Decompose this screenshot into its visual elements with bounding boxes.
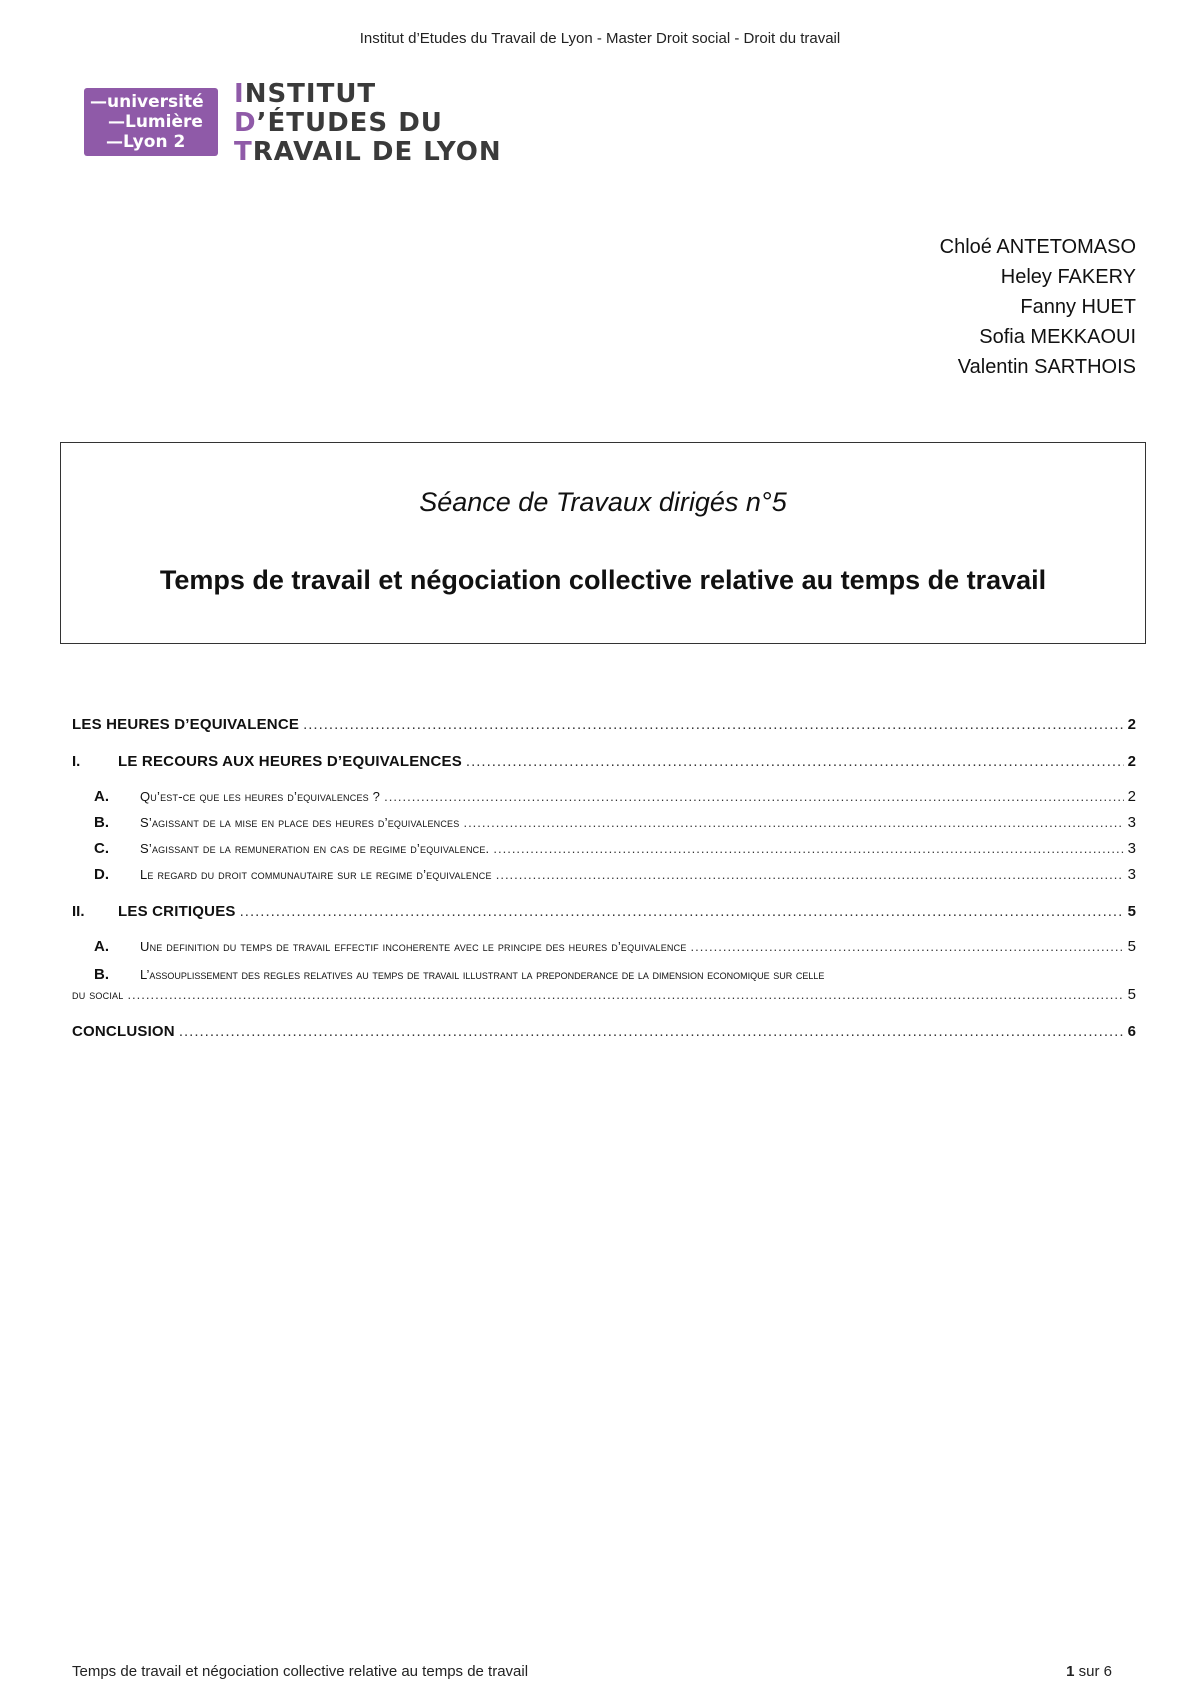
- toc-entry-part2-a[interactable]: [72, 938, 1136, 955]
- toc-page-number: 5: [1127, 986, 1136, 1003]
- toc-leader-dots: [240, 903, 1124, 920]
- toc-entry-label: du social: [72, 987, 124, 1002]
- toc-page-number: 3: [1127, 840, 1136, 857]
- toc-entry-part1-c[interactable]: [72, 840, 1136, 857]
- toc-page-number: 2: [1127, 753, 1136, 770]
- toc-entry-label: Qu’est-ce que les heures d’equivalences ?: [140, 789, 381, 804]
- toc-page-number: 2: [1127, 788, 1136, 805]
- toc-entry-number: A.: [94, 788, 109, 805]
- running-header: Institut d’Etudes du Travail de Lyon - Master Droit social - Droit du travail: [359, 30, 841, 47]
- toc-leader-dots: [691, 939, 1124, 954]
- total-pages-text: sur 6: [1074, 1663, 1112, 1680]
- author-name: Chloé ANTETOMASO: [939, 236, 1136, 258]
- logo-badge-line: —Lyon 2: [106, 132, 186, 152]
- toc-entry-part1-d[interactable]: [72, 866, 1136, 883]
- toc-entry-number: A.: [94, 938, 109, 955]
- toc-page-number: 5: [1127, 938, 1136, 955]
- toc-entry-label: LE RECOURS AUX HEURES D’EQUIVALENCES: [118, 753, 462, 770]
- toc-entry-number: B.: [94, 966, 109, 983]
- toc-page-number: 5: [1127, 903, 1136, 920]
- toc-leader-dots: [493, 841, 1123, 856]
- toc-entry-label: LES CRITIQUES: [118, 903, 236, 920]
- toc-page-number: 3: [1127, 866, 1136, 883]
- logo-text-line: TRAVAIL DE LYON: [234, 137, 502, 167]
- toc-page-number: 6: [1127, 1023, 1136, 1040]
- toc-entry-conclusion[interactable]: [72, 1023, 1136, 1040]
- toc-leader-dots: [303, 716, 1124, 733]
- toc-entry-part2-b-continued[interactable]: [72, 986, 1136, 1003]
- toc-entry-number: D.: [94, 866, 109, 883]
- session-title: Séance de Travaux dirigés n°5: [419, 487, 787, 517]
- toc-entry-label: S’agissant de la remuneration en cas de regime d’equivalence.: [140, 841, 490, 856]
- toc-entry-intro[interactable]: [72, 716, 1136, 733]
- toc-entry-label: Le regard du droit communautaire sur le regime d’equivalence: [140, 867, 492, 882]
- toc-page-number: 3: [1127, 814, 1136, 831]
- author-name: Valentin SARTHOIS: [957, 356, 1136, 378]
- toc-entry-part1[interactable]: [72, 753, 1136, 770]
- toc-entry-label: CONCLUSION: [72, 1023, 175, 1040]
- author-name: Heley FAKERY: [1000, 266, 1136, 288]
- toc-page-number: 2: [1127, 716, 1136, 733]
- toc-entry-part1-a[interactable]: [72, 788, 1136, 805]
- toc-entry-number: I.: [72, 753, 81, 770]
- toc-entry-label: L’assouplissement des regles relatives au temps de travail illustrant la preponderance de la dimension economique sur celle: [140, 967, 825, 982]
- toc-entry-number: C.: [94, 840, 109, 857]
- toc-leader-dots: [463, 815, 1123, 830]
- institute-logo: [84, 80, 504, 170]
- toc-leader-dots: [384, 789, 1124, 804]
- toc-entry-part2[interactable]: [72, 903, 1136, 920]
- toc-entry-label: LES HEURES D’EQUIVALENCE: [72, 716, 300, 733]
- logo-badge-line: —université: [90, 92, 204, 112]
- toc-entry-part1-b[interactable]: [72, 814, 1136, 831]
- document-title: Temps de travail et négociation collective relative au temps de travail: [159, 565, 1047, 595]
- toc-leader-dots: [179, 1023, 1124, 1040]
- title-box: [60, 442, 1146, 644]
- page-indicator: [1066, 1663, 1112, 1680]
- toc-entry-number: II.: [72, 903, 85, 920]
- current-page-number: 1: [1066, 1663, 1075, 1680]
- author-list: [940, 232, 1136, 382]
- toc-entry-part2-b[interactable]: [72, 964, 1136, 986]
- logo-text-line: D’ÉTUDES DU: [234, 108, 443, 138]
- logo-text-line: INSTITUT: [234, 79, 377, 109]
- toc-leader-dots: [496, 867, 1124, 882]
- institute-name: [234, 80, 502, 167]
- author-name: Fanny HUET: [1020, 296, 1136, 318]
- toc-leader-dots: [127, 987, 1123, 1002]
- footer-title: Temps de travail et négociation collective relative au temps de travail: [72, 1663, 529, 1680]
- table-of-contents: [72, 716, 1136, 1060]
- university-lyon2-badge: [84, 88, 218, 156]
- author-name: Sofia MEKKAOUI: [979, 326, 1136, 348]
- logo-badge-line: —Lumière: [108, 112, 203, 132]
- toc-entry-number: B.: [94, 814, 109, 831]
- toc-leader-dots: [466, 753, 1124, 770]
- toc-entry-label: Une definition du temps de travail effectif incoherente avec le principe des heures d’equivalence: [140, 939, 687, 954]
- toc-entry-label: S’agissant de la mise en place des heures d’equivalences: [140, 815, 460, 830]
